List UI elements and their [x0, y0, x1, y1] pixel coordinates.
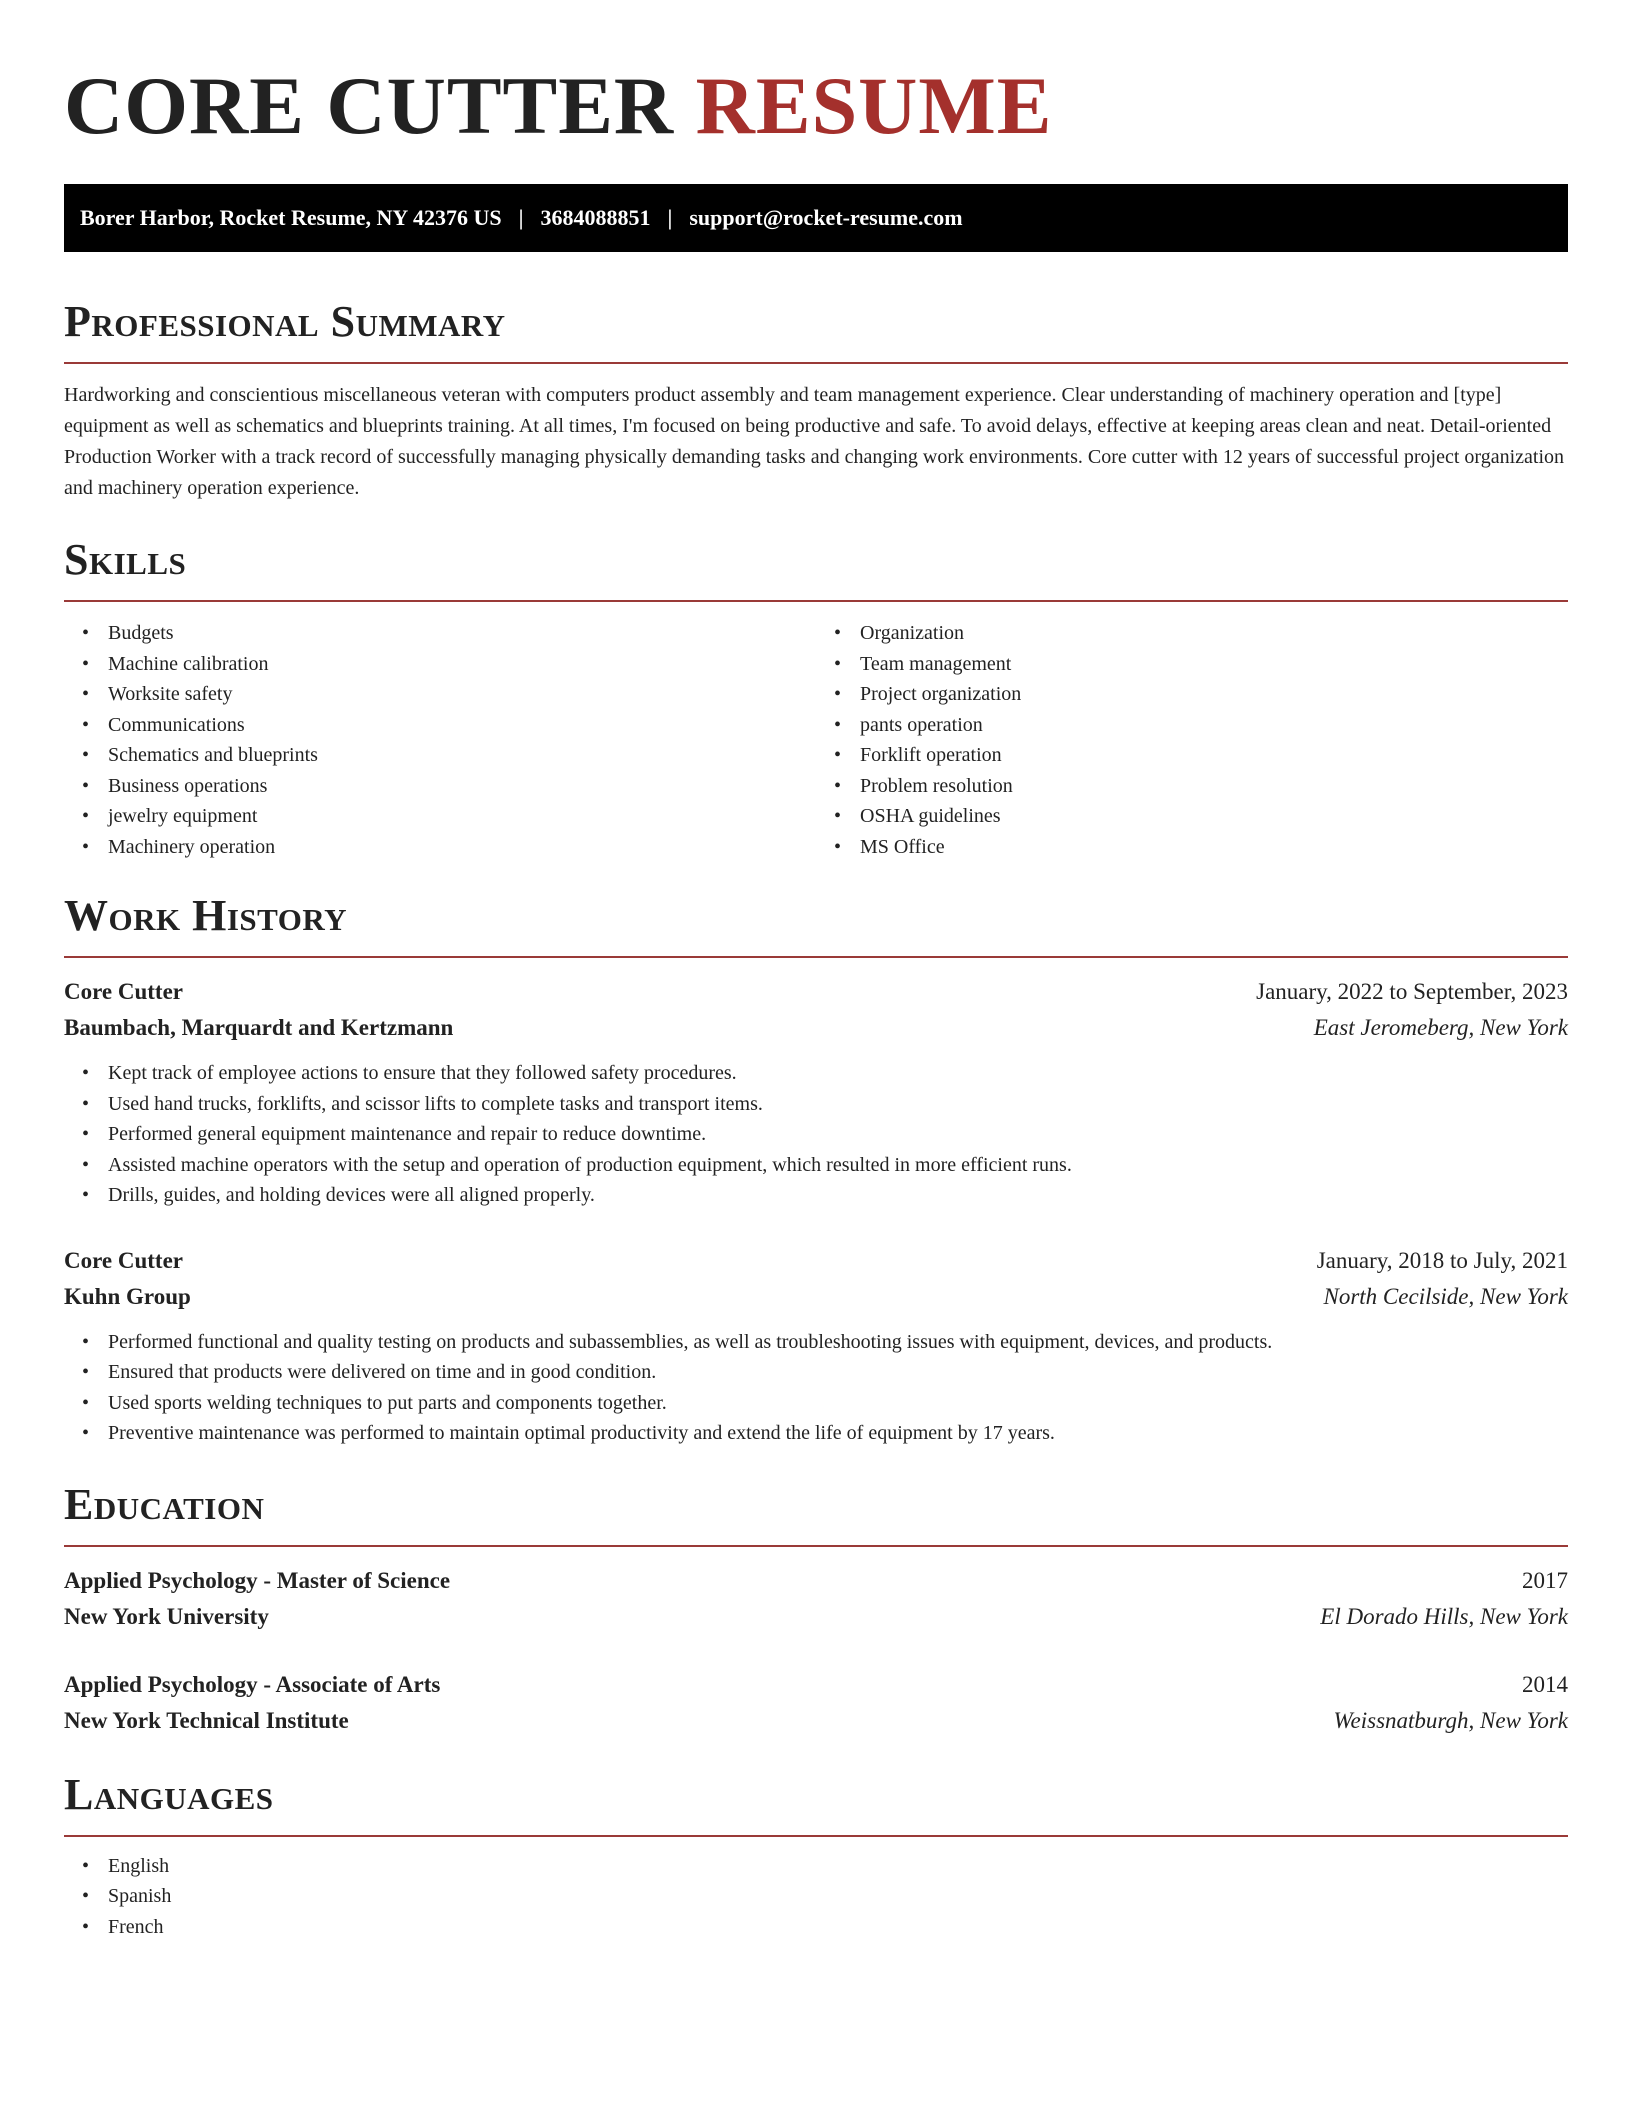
- languages-heading: Languages: [64, 1769, 274, 1819]
- skills-grid: [64, 618, 1568, 862]
- section-divider: [64, 600, 1568, 602]
- section-divider: [64, 362, 1568, 364]
- education-school: New York University: [64, 1603, 269, 1629]
- skill-item: • Business operations: [64, 771, 816, 802]
- skills-heading: Skills: [64, 535, 187, 584]
- job-duties-list: [64, 1058, 1568, 1211]
- skill-item: • Worksite safety: [64, 679, 816, 710]
- job-title: Core Cutter: [64, 979, 183, 1004]
- education-school-row: [64, 1599, 1568, 1635]
- job-duty: • Used sports welding techniques to put parts and components together.: [64, 1388, 1568, 1419]
- skill-item: • Organization: [816, 618, 1568, 649]
- summary-heading: Professional Summary: [64, 297, 506, 346]
- skill-item: • Machine calibration: [64, 649, 816, 680]
- job-dates: January, 2022 to September, 2023: [1256, 979, 1568, 1004]
- title-main: CORE CUTTER: [64, 60, 675, 151]
- job-duty: • Ensured that products were delivered on time and in good condition.: [64, 1357, 1568, 1388]
- summary-text: Hardworking and conscientious miscellaneous veteran with computers product assembly and team management experience. Clear understanding of machinery operation and [type] equipment as well as schematics and blueprints training. At all times, I'm focused on being productive and safe. To avoid delays, effective at keeping areas clean and neat. Detail-oriented Production Worker with a track record of successfully managing physically demanding tasks and changing work environments. Core cutter with 12 years of successful project organization and machinery operation experience.: [64, 384, 1565, 499]
- skill-item: • Project organization: [816, 679, 1568, 710]
- resume-title: [64, 0, 1568, 154]
- language-item: • Spanish: [64, 1881, 1568, 1912]
- job-duty: • Performed general equipment maintenance and repair to reduce downtime.: [64, 1119, 1568, 1150]
- skill-item: • Team management: [816, 649, 1568, 680]
- skill-item: • Schematics and blueprints: [64, 740, 816, 771]
- language-item: • English: [64, 1851, 1568, 1882]
- contact-separator: |: [667, 205, 673, 230]
- skill-item: • OSHA guidelines: [816, 801, 1568, 832]
- job-dates: January, 2018 to July, 2021: [1316, 1247, 1568, 1273]
- education-year: 2014: [1522, 1671, 1568, 1697]
- education-year: 2017: [1522, 1567, 1568, 1593]
- languages-list: [64, 1851, 1568, 1943]
- skills-list-left: [64, 618, 816, 862]
- education-school-row: [64, 1703, 1568, 1739]
- languages-section: [64, 1769, 1568, 1943]
- job-company-row: [64, 1010, 1568, 1046]
- job-duty: • Performed functional and quality testing on products and subassemblies, as well as troubleshooting issues with equipment, devices, and products.: [64, 1327, 1568, 1358]
- education-degree: Applied Psychology - Associate of Arts: [64, 1671, 441, 1697]
- education-location: Weissnatburgh, New York: [1333, 1707, 1568, 1733]
- section-divider: [64, 1835, 1568, 1837]
- job-location: North Cecilside, New York: [1323, 1283, 1568, 1309]
- education-location: El Dorado Hills, New York: [1320, 1603, 1568, 1629]
- job-entry: [64, 974, 1568, 1211]
- education-entry: [64, 1563, 1568, 1635]
- job-location: East Jeromeberg, New York: [1313, 1015, 1568, 1040]
- job-header-row: [64, 974, 1568, 1010]
- work-history-section: [64, 890, 1568, 1449]
- education-section: [64, 1479, 1568, 1739]
- education-school: New York Technical Institute: [64, 1707, 349, 1733]
- job-duty: • Kept track of employee actions to ensure that they followed safety procedures.: [64, 1058, 1568, 1089]
- job-company: Kuhn Group: [64, 1283, 191, 1309]
- skill-item: • Machinery operation: [64, 832, 816, 863]
- contact-address: Borer Harbor, Rocket Resume, NY 42376 US: [80, 205, 502, 230]
- contact-email[interactable]: support@rocket-resume.com: [689, 205, 963, 230]
- title-accent: RESUME: [695, 60, 1053, 151]
- skill-item: • Budgets: [64, 618, 816, 649]
- education-degree: Applied Psychology - Master of Science: [64, 1567, 451, 1593]
- contact-bar: [64, 184, 1568, 252]
- job-duties-list: [64, 1327, 1568, 1449]
- job-header-row: [64, 1243, 1568, 1279]
- skill-item: • pants operation: [816, 710, 1568, 741]
- education-degree-row: [64, 1563, 1568, 1599]
- job-entry: [64, 1243, 1568, 1449]
- education-degree-row: [64, 1667, 1568, 1703]
- job-duty: • Assisted machine operators with the setup and operation of production equipment, which resulted in more efficient runs.: [64, 1150, 1568, 1181]
- job-duty: • Used hand trucks, forklifts, and scissor lifts to complete tasks and transport items.: [64, 1089, 1568, 1120]
- contact-phone[interactable]: 3684088851: [540, 205, 651, 230]
- job-duty: • Drills, guides, and holding devices were all aligned properly.: [64, 1180, 1568, 1211]
- skill-item: • jewelry equipment: [64, 801, 816, 832]
- education-entry: [64, 1667, 1568, 1739]
- language-item: • French: [64, 1912, 1568, 1943]
- work-history-heading: Work History: [64, 891, 348, 940]
- skill-item: • Problem resolution: [816, 771, 1568, 802]
- job-company-row: [64, 1279, 1568, 1315]
- professional-summary-section: [64, 296, 1568, 504]
- skills-section: [64, 534, 1568, 862]
- skill-item: • Communications: [64, 710, 816, 741]
- contact-separator: |: [518, 205, 524, 230]
- skills-list-right: [816, 618, 1568, 862]
- skill-item: • MS Office: [816, 832, 1568, 863]
- skill-item: • Forklift operation: [816, 740, 1568, 771]
- job-title: Core Cutter: [64, 1247, 183, 1273]
- job-company: Baumbach, Marquardt and Kertzmann: [64, 1015, 454, 1040]
- section-divider: [64, 1545, 1568, 1547]
- job-duty: • Preventive maintenance was performed to maintain optimal productivity and extend the life of equipment by 17 years.: [64, 1418, 1568, 1449]
- section-divider: [64, 956, 1568, 958]
- education-heading: Education: [64, 1479, 265, 1529]
